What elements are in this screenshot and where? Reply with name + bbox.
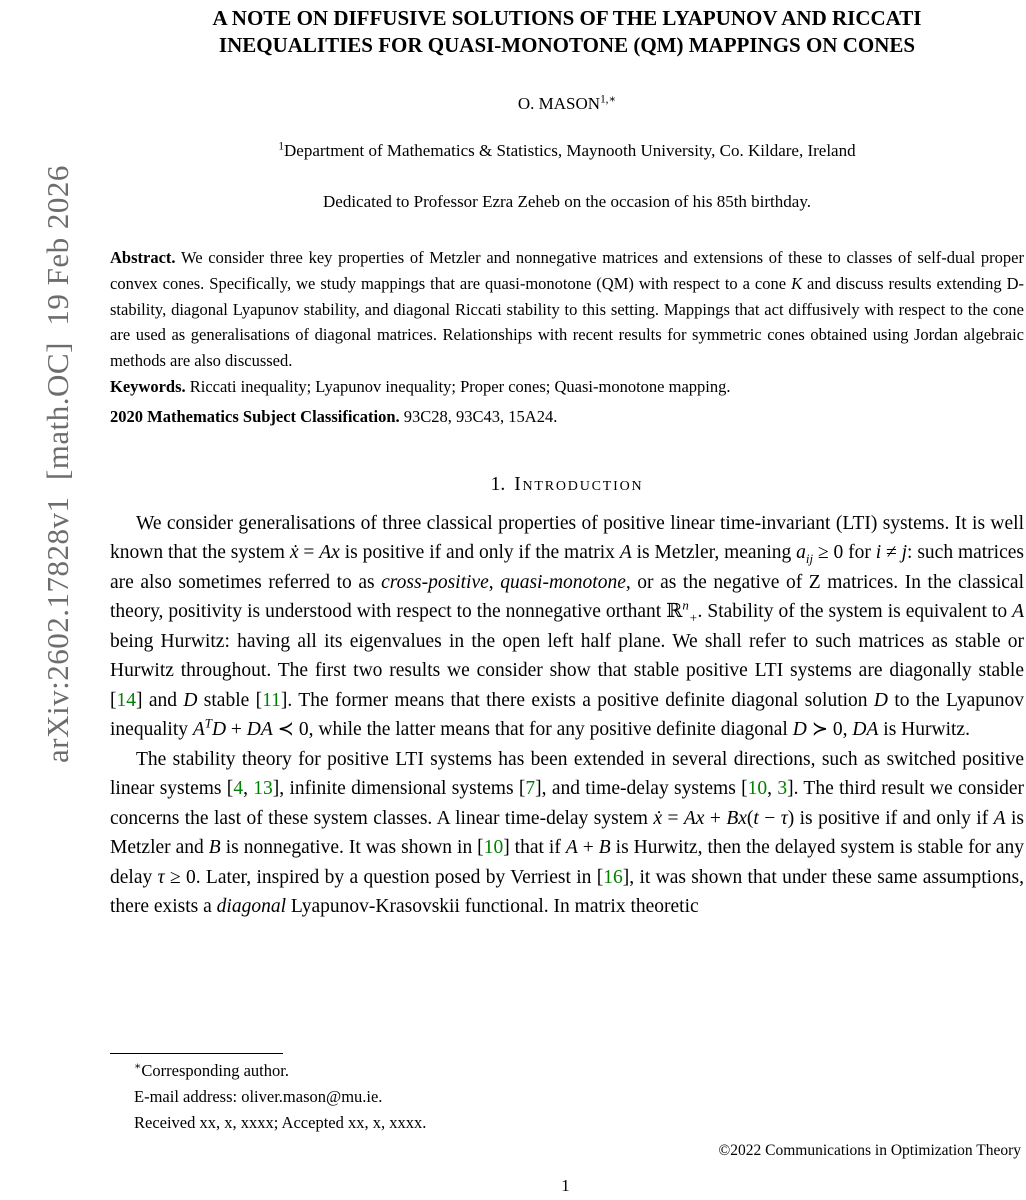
math-inline: T [204,716,212,731]
citation-link[interactable]: 13 [253,778,273,800]
math-inline: B [208,837,221,859]
citation-link[interactable]: 11 [262,689,281,711]
footnote-asterisk-marker: ∗ [134,1060,142,1073]
math-inline: DA [246,719,273,741]
text-segment: cross-positive [381,571,489,593]
citation-link[interactable]: 4 [233,778,244,800]
text-segment: + [704,807,727,829]
text-segment: and discuss results extending D-stability, diagonal Lyapunov stability, and diagonal Riccati stability to this setting. Mappings that act diffusively with respect to the cone are used as generalisations of diagonal matrices. Relationships with recent results for symmetric cones obtained using Jordan algebraic methods are also discussed. [110,273,1024,371]
math-inline: DA [852,719,879,741]
math-inline: Bx [726,807,747,829]
affiliation-text: Department of Mathematics & Statistics, Maynooth University, Co. Kildare, Ireland [284,141,856,160]
math-inline: Ax [683,807,705,829]
text-segment: : such matrices are also sometimes referred to as [110,542,1024,593]
text-segment: diagonal [216,896,287,918]
math-inline: i [875,542,882,564]
text-segment: is positive if and only if [794,807,994,829]
text-segment: ( [746,807,754,829]
math-inline: ẋ [653,807,663,829]
affiliation-superscript: 1 [278,140,285,153]
math-inline: τ [780,807,788,829]
section-title: Introduction [514,473,644,495]
math-inline: K [791,273,803,293]
math-inline: A [565,837,578,859]
text-segment: is Metzler and [110,807,1025,859]
text-segment: . Stability of the system is equivalent to [697,601,1013,623]
text-segment: ], and time-delay systems [ [535,778,748,800]
copyright-line: ©2022 Communications in Optimization Theory [718,1142,1021,1159]
math-inline: + [688,610,698,625]
text-segment: ≠ [881,542,902,564]
text-segment: ], infinite dimensional systems [ [272,778,526,800]
author-name: O. MASON [517,94,601,113]
paper-title [110,0,1024,59]
text-segment: stable [ [197,689,263,711]
math-inline: D [792,719,807,741]
math-inline: A [1012,601,1024,623]
footnote-email: E-mail address: oliver.mason@mu.ie. [134,1087,383,1106]
math-inline: B [598,837,611,859]
paper-title-line1: A NOTE ON DIFFUSIVE SOLUTIONS OF THE LYAPUNOV AND RICCATI [212,6,922,30]
text-segment: to the Lyapunov inequality [110,689,1025,741]
footnote-corresponding [110,1058,1021,1084]
text-segment: is Hurwitz, then the delayed system is stable for any delay [110,837,1024,888]
citation-link[interactable]: 7 [525,778,536,800]
text-segment: ] and [136,689,184,711]
text-segment: being Hurwitz: having all its eigenvalues in the open left half plane. We shall refer to such matrices as stable or Hurwitz throughout. The first two results we consider show that stable positive LTI systems are diagonally stable [ [110,630,1024,711]
paper-content [110,0,1024,922]
math-inline: n [682,598,689,613]
math-inline: D [873,689,888,711]
math-inline: j [901,542,908,564]
text-segment: ≥ 0. Later, inspired by a question posed by Verriest in [ [164,866,604,888]
text-segment: is nonnegative. It was shown in [ [220,837,484,859]
citation-link[interactable]: 10 [747,778,768,800]
text-segment: is Metzler, meaning [631,542,797,564]
msc-text: 93C28, 93C43, 15A24. [399,406,558,426]
math-inline: D [211,719,227,741]
keywords-line [110,374,1024,400]
msc-label: 2020 Mathematics Subject Classification. [110,406,400,426]
text-segment: , [488,571,501,593]
paragraph-2 [110,745,1024,922]
affiliation-line [110,141,1024,161]
text-segment: ≺ 0, while the latter means that for any positive definite diagonal [272,719,793,741]
text-segment: , [243,778,254,800]
math-inline: t [753,807,759,829]
math-inline: A [993,807,1006,829]
keywords-text: Riccati inequality; Lyapunov inequality; Proper cones; Quasi-monotone mapping. [185,376,731,396]
paragraph-1 [110,509,1024,745]
text-segment: ] that if [503,837,566,859]
page-footer [0,1046,1026,1200]
text-segment: quasi-monotone [500,571,626,593]
text-segment: − [758,807,781,829]
text-segment: ]. The third result we consider concerns the last of these system classes. A linear time-delay system [110,778,1025,829]
text-segment: Lyapunov-Krasovskii functional. In matrix theoretic [286,896,699,918]
text-segment: ≻ 0, [806,719,853,741]
citation-link[interactable]: 14 [116,689,136,711]
math-inline: Ax [319,542,340,564]
author-superscript: 1,∗ [600,93,617,106]
text-segment: ], it was shown that under these same assumptions, there exists a [110,866,1024,918]
math-inline: A [192,719,205,741]
math-inline: ẋ [289,542,299,564]
math-inline: a [796,542,806,564]
text-segment: , [767,778,778,800]
text-segment: ≥ 0 for [813,542,876,564]
footnote-rule [110,1053,283,1054]
citation-link[interactable]: 16 [603,866,623,888]
math-inline: D [183,689,198,711]
paper-title-line2: INEQUALITIES FOR QUASI-MONOTONE (QM) MAPPINGS ON CONES [218,33,916,57]
text-segment: is Hurwitz. [878,719,970,741]
section-heading-introduction [110,474,1024,496]
section-number: 1. [490,473,506,495]
citation-link[interactable]: 10 [483,837,504,859]
text-segment: = [662,807,684,829]
citation-link[interactable]: 3 [777,778,788,800]
keywords-label: Keywords. [110,376,186,396]
page-number: 1 [561,1176,570,1195]
text-segment: ]. The former means that there exists a positive definite diagonal solution [280,689,874,711]
footnote-corresponding-text: Corresponding author. [141,1061,289,1080]
math-inline: A [619,542,632,564]
arxiv-watermark-text: arXiv:2602.17828v1 [math.OC] 19 Feb 2026 [40,165,75,764]
text-segment: is positive if and only if the matrix [339,542,620,564]
abstract-text [110,248,1024,370]
text-segment: The stability theory for positive LTI systems has been extended in several directions, such as switched positive linear systems [ [110,748,1024,800]
abstract-label: Abstract. [110,248,176,267]
msc-line [110,404,1024,430]
text-segment: We consider three key properties of Metzler and nonnegative matrices and extensions of these to classes of self-dual proper convex cones. Specifically, we study mappings that are quasi-monotone (QM) with respect to a cone [110,248,1024,293]
math-inline: τ [157,866,165,888]
text-segment: We consider generalisations of three classical properties of positive linear time-invariant (LTI) systems. It is well known that the system [110,512,1024,564]
text-segment: ) [787,807,795,829]
math-inline: ij [805,551,814,566]
arxiv-watermark [4,85,75,877]
text-segment: + [226,719,247,741]
text-segment: ℝ [666,601,683,623]
abstract-paragraph [110,245,1024,374]
text-segment: + [577,837,599,859]
text-segment: = [298,542,320,564]
footnote-received: Received xx, x, xxxx; Accepted xx, x, xxxx. [134,1113,427,1132]
dedication-line: Dedicated to Professor Ezra Zeheb on the occasion of his 85th birthday. [323,192,811,211]
text-segment: , or as the negative of Z matrices. In the classical theory, positivity is understood with respect to the nonnegative orthant [110,571,1025,623]
author-line [110,94,1024,114]
